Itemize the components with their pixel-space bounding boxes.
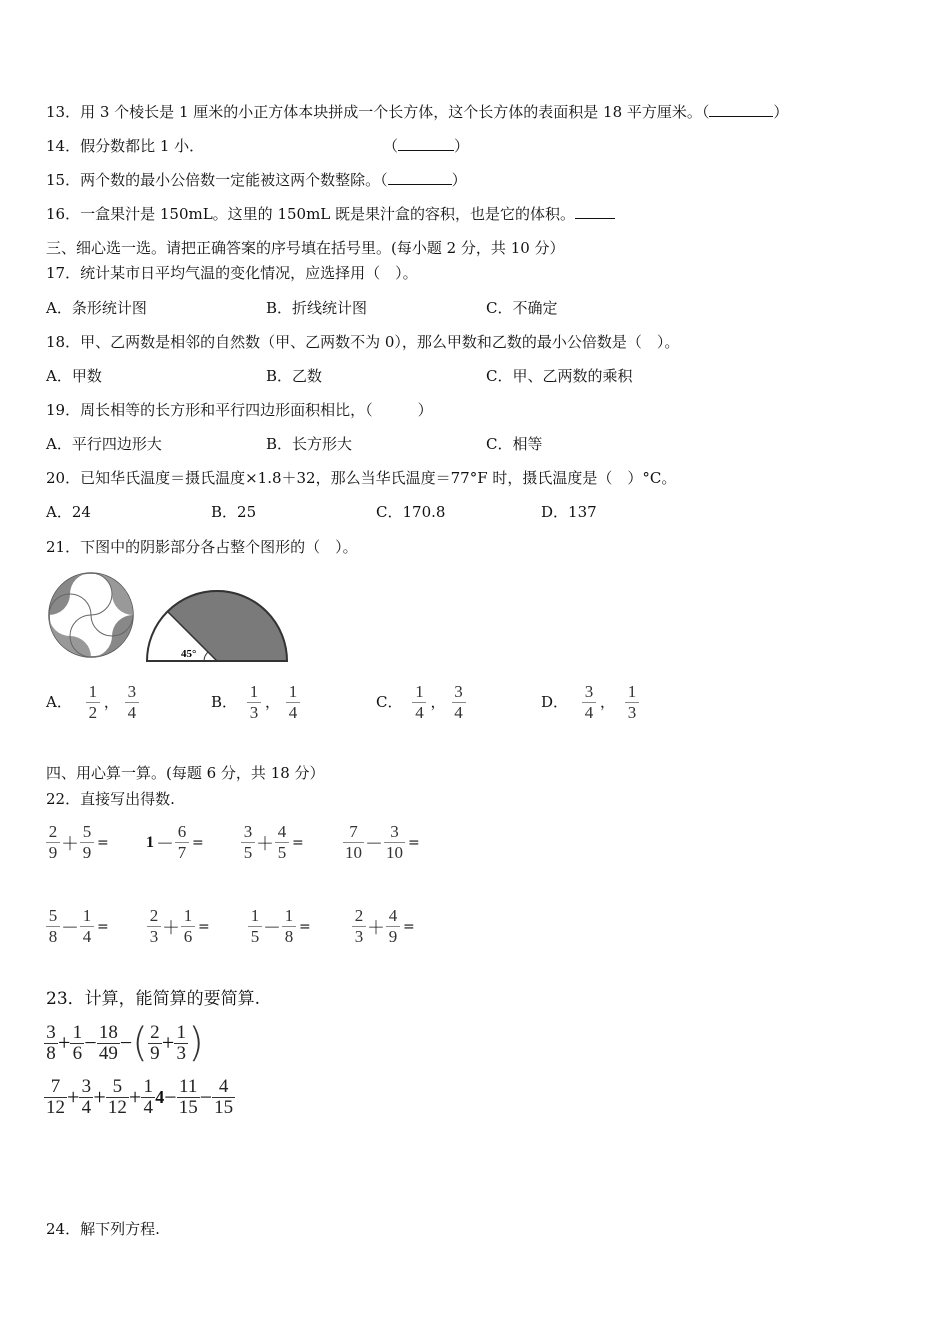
question-number: 14． <box>46 137 81 155</box>
answer-blank[interactable] <box>575 204 615 219</box>
fraction: $\frac{3}{4}$ <box>452 682 466 723</box>
calc-expression: $\frac{3}{5}$ ＋ $\frac{4}{5}$ = <box>241 822 304 863</box>
option-b[interactable]: B．25 <box>211 503 257 521</box>
question-14-answer: （ ） <box>383 137 470 155</box>
option-c[interactable]: C．不确定 <box>486 299 558 317</box>
question-14 <box>46 136 204 156</box>
calc-expression: $\frac{1}{5}$ － $\frac{1}{8}$ = <box>248 906 311 947</box>
option-b[interactable]: B．折线统计图 <box>266 299 368 317</box>
fraction: $\frac{1}{3}$ <box>247 682 261 723</box>
option-d[interactable]: D．137 <box>541 503 597 521</box>
question-22: 22．直接写出得数. <box>46 790 175 808</box>
question-24: 24．解下列方程. <box>46 1220 160 1238</box>
option-a[interactable]: A．24 <box>46 503 91 521</box>
calc-expression: $\frac{5}{8}$ － $\frac{1}{4}$ = <box>46 906 109 947</box>
answer-blank[interactable] <box>388 170 452 185</box>
semicircle-sector-figure <box>147 590 287 661</box>
option-c[interactable]: C．甲、乙两数的乘积 <box>486 367 633 385</box>
question-23: 23．计算，能简算的要简算. <box>46 989 261 1009</box>
yin-yang-circle-figure <box>49 573 133 657</box>
option-d[interactable]: D． $\frac{3}{4}$ ， $\frac{1}{3}$ <box>541 680 639 724</box>
question-19: 19．周长相等的长方形和平行四边形面积相比，（ ） <box>46 401 433 419</box>
angle-label: 45° <box>181 648 197 660</box>
question-13: 13．用 3 个棱长是 1 厘米的小正方体本块拼成一个长方体，这个长方体的表面积是 18 平方厘米。（ ） <box>46 103 789 121</box>
question-21: 21．下图中的阴影部分各占整个图形的（ ）。 <box>46 538 358 556</box>
answer-blank[interactable] <box>709 102 773 117</box>
fraction: $\frac{1}{3}$ <box>625 682 639 723</box>
option-b[interactable]: B． $\frac{1}{3}$ ， $\frac{1}{4}$ <box>211 680 300 724</box>
calc-expression-1: $\frac{3}{8}$ + $\frac{1}{6}$ − $\frac{18}{49}$ −( $\frac{2}{9}$ + $\frac{1}{3}$ ) <box>44 1020 204 1066</box>
option-c[interactable]: C．相等 <box>486 435 543 453</box>
fraction: $\frac{1}{2}$ <box>86 682 100 723</box>
calc-expression: $\frac{2}{9}$ ＋ $\frac{5}{9}$ = <box>46 822 109 863</box>
fraction: $\frac{3}{4}$ <box>582 682 596 723</box>
calc-expression: $\frac{2}{3}$ ＋ $\frac{1}{6}$ = <box>147 906 210 947</box>
option-b[interactable]: B．乙数 <box>266 367 323 385</box>
section-3-heading: 三、细心选一选。请把正确答案的序号填在括号里。(每小题 2 分，共 10 分） <box>46 239 565 257</box>
question-18: 18．甲、乙两数是相邻的自然数（甲、乙两数不为 0），那么甲数和乙数的最小公倍数是（ ）。 <box>46 333 680 351</box>
question-text: 一盒果汁是 150mL。这里的 150mL 既是果汁盒的容积，也是它的体积。 <box>80 205 576 223</box>
calc-expression: 1 － $\frac{6}{7}$ = <box>146 822 204 862</box>
question-20: 20．已知华氏温度＝摄氏温度×1.8＋32，那么当华氏温度＝77°F 时，摄氏温度是（ ）°C。 <box>46 469 677 487</box>
calc-expression: $\frac{2}{3}$ ＋ $\frac{4}{9}$ = <box>352 906 415 947</box>
option-a[interactable]: A．条形统计图 <box>46 299 147 317</box>
fraction: $\frac{1}{4}$ <box>412 682 426 723</box>
question-16 <box>46 204 615 224</box>
question-number: 16． <box>46 205 81 223</box>
option-c[interactable]: C．170.8 <box>376 503 446 521</box>
question-text: 假分数都比 1 小． <box>80 137 205 155</box>
option-c[interactable]: C． $\frac{1}{4}$ ， $\frac{3}{4}$ <box>376 680 466 724</box>
fraction: $\frac{3}{4}$ <box>125 682 139 723</box>
option-a[interactable]: A．甲数 <box>46 367 102 385</box>
calc-expression-2: $\frac{7}{12}$ + $\frac{3}{4}$ + $\frac{5}{12}$ + $\frac{1}{4}$ 4− $\frac{11}{15}$ − $\frac{4}{15}$ <box>46 1076 234 1118</box>
question-text: 两个数的最小公倍数一定能被这两个数整除。（ <box>80 171 388 189</box>
option-a[interactable]: A． $\frac{1}{2}$ ， $\frac{3}{4}$ <box>46 680 139 724</box>
shaded-figures <box>44 570 294 665</box>
question-number: 15． <box>46 171 81 189</box>
question-17: 17．统计某市日平均气温的变化情况，应选择用（ ）。 <box>46 264 418 282</box>
question-number: 13． <box>46 103 81 121</box>
question-text: 用 3 个棱长是 1 厘米的小正方体本块拼成一个长方体，这个长方体的表面积是 18 平方厘米。（ <box>80 103 710 121</box>
option-b[interactable]: B．长方形大 <box>266 435 353 453</box>
fraction: $\frac{1}{4}$ <box>286 682 300 723</box>
answer-blank[interactable] <box>398 136 454 151</box>
section-4-heading: 四、用心算一算。(每题 6 分，共 18 分） <box>46 764 325 782</box>
calc-expression: $\frac{7}{10}$ － $\frac{3}{10}$ = <box>345 822 420 862</box>
option-a[interactable]: A．平行四边形大 <box>46 435 162 453</box>
question-15: 15．两个数的最小公倍数一定能被这两个数整除。（ ） <box>46 171 467 189</box>
